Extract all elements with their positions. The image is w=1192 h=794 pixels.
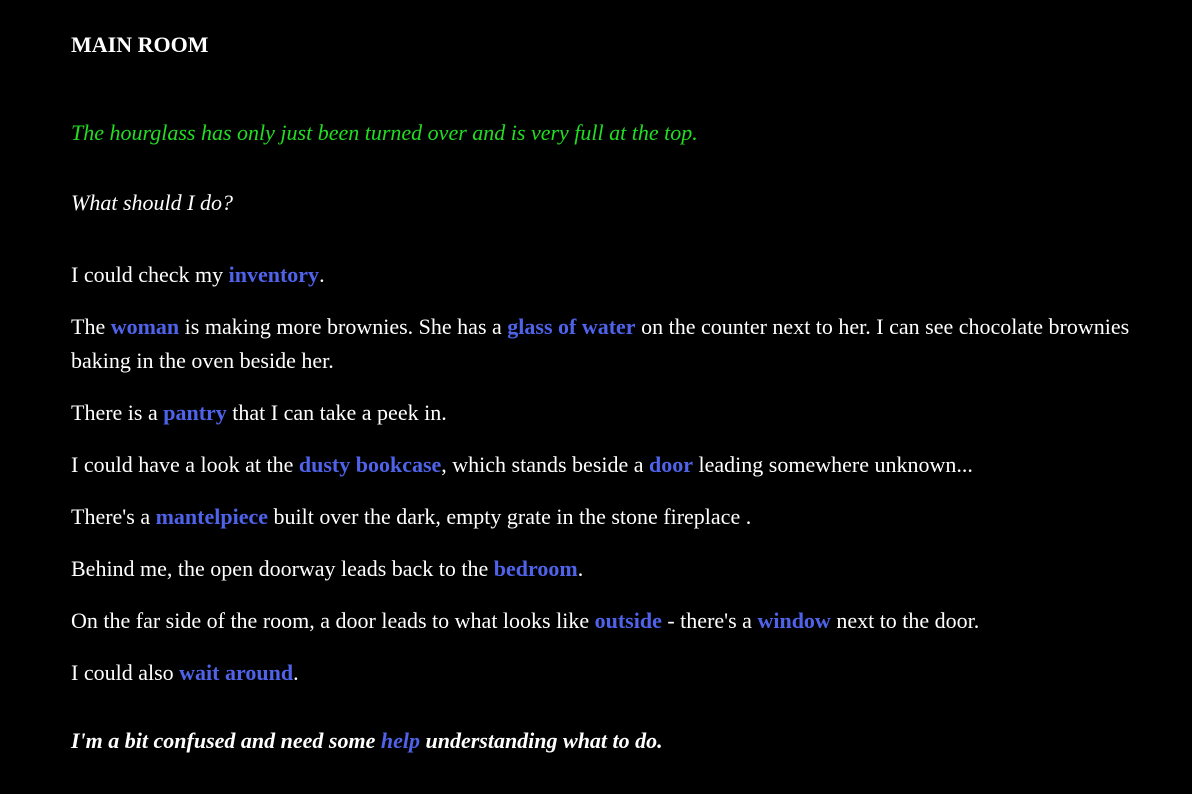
room-title: MAIN ROOM: [71, 32, 209, 57]
window-link[interactable]: window: [757, 608, 831, 633]
text: , which stands beside a: [441, 452, 650, 477]
wait-paragraph: [71, 656, 1161, 690]
bedroom-paragraph: [71, 552, 1161, 586]
wait-around-link[interactable]: wait around: [179, 660, 294, 685]
text: next to the door.: [830, 608, 980, 633]
door-link[interactable]: door: [649, 452, 694, 477]
pantry-link[interactable]: pantry: [163, 400, 227, 425]
pantry-paragraph: [71, 396, 1161, 430]
inventory-link[interactable]: inventory: [228, 262, 320, 287]
mantelpiece-link[interactable]: mantelpiece: [155, 504, 268, 529]
text: .: [293, 660, 299, 685]
action-prompt: What should I do?: [71, 190, 233, 215]
text: .: [319, 262, 325, 287]
hourglass-status: The hourglass has only just been turned over and is very full at the top.: [71, 120, 698, 145]
text: On the far side of the room, a door leads to what looks like: [71, 608, 595, 633]
text: I could check my: [71, 262, 229, 287]
text: built over the dark, empty grate in the stone fireplace .: [268, 504, 752, 529]
dusty-bookcase-link[interactable]: dusty bookcase: [298, 452, 442, 477]
woman-link[interactable]: woman: [110, 314, 180, 339]
text: I'm a bit confused and need some: [71, 728, 381, 753]
text: understanding what to do.: [419, 728, 663, 753]
outside-paragraph: [71, 604, 1161, 638]
inventory-paragraph: [71, 258, 1161, 292]
help-link[interactable]: help: [380, 728, 420, 753]
text: I could have a look at the: [71, 452, 299, 477]
text: - there's a: [661, 608, 758, 633]
text: is making more brownies. She has a: [179, 314, 508, 339]
outside-link[interactable]: outside: [594, 608, 662, 633]
woman-paragraph: [71, 310, 1161, 378]
text: Behind me, the open doorway leads back to the: [71, 556, 494, 581]
text: .: [577, 556, 584, 581]
text: on the counter next to her. I can see chocolate brownies baking in the oven beside her.: [71, 314, 1130, 373]
text: leading somewhere unknown...: [693, 452, 973, 477]
help-line: [71, 726, 1161, 756]
text: I could also: [71, 660, 180, 685]
text: There is a: [71, 400, 164, 425]
glass-of-water-link[interactable]: glass of water: [507, 314, 636, 339]
text: that I can take a peek in.: [226, 400, 447, 425]
bookcase-paragraph: [71, 448, 1161, 482]
bedroom-link[interactable]: bedroom: [493, 556, 578, 581]
mantelpiece-paragraph: [71, 500, 1161, 534]
text: There's a: [71, 504, 156, 529]
text: The: [71, 314, 111, 339]
